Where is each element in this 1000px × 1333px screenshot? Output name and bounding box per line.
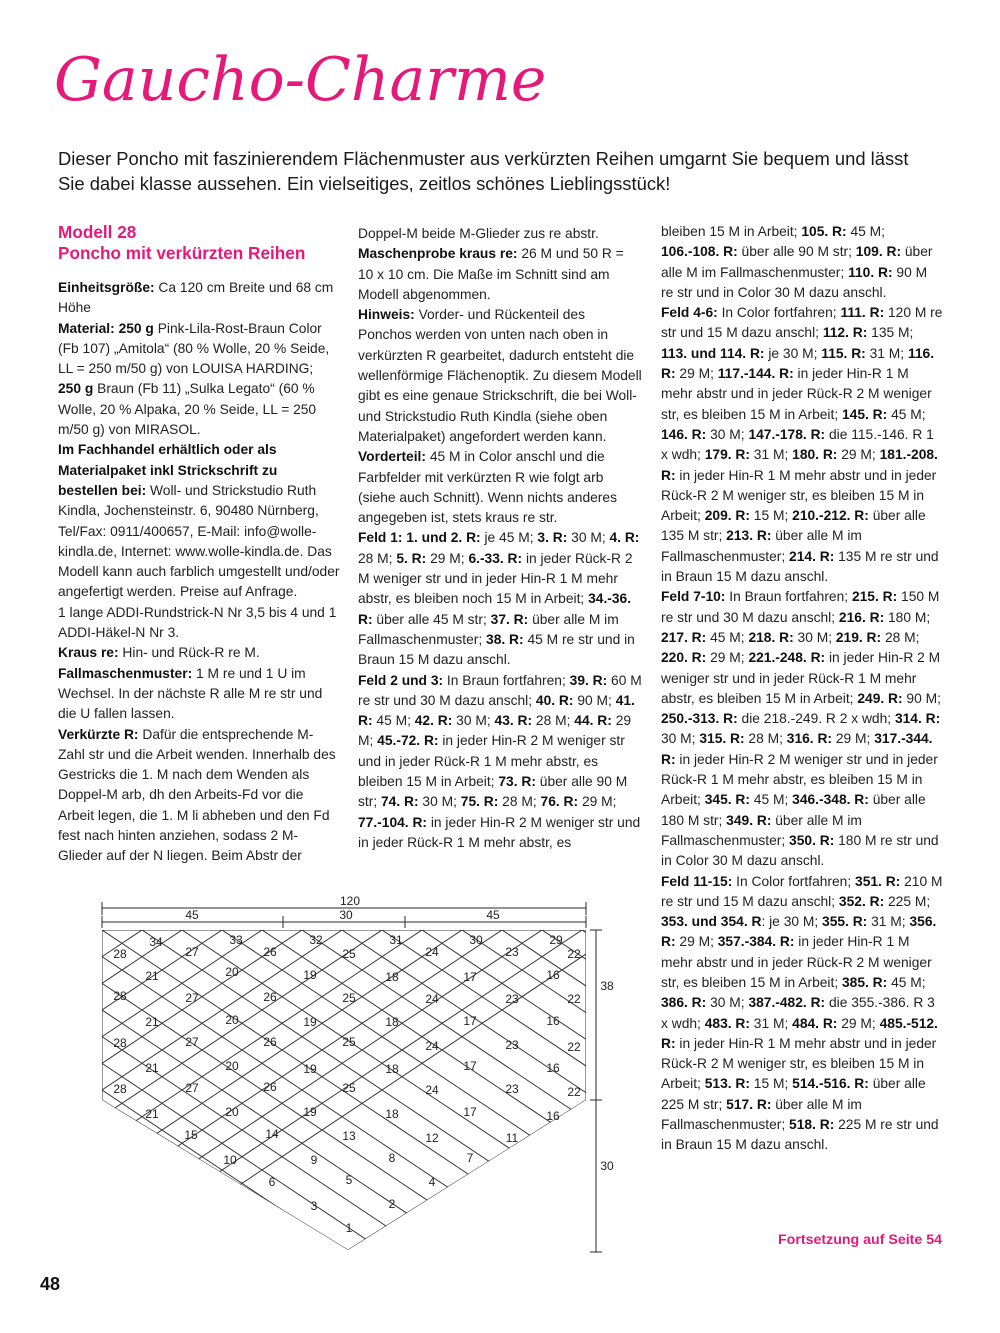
bold-run: 221.-248. R: [748, 650, 826, 666]
text-run: über alle 225 M str; [661, 1076, 926, 1112]
field-number: 25 [342, 1081, 356, 1095]
bold-run: 517. R: [726, 1096, 772, 1112]
schematic-line [80, 930, 102, 1250]
bold-run: 3. R: [537, 530, 568, 546]
col3-paragraph [661, 303, 943, 587]
text-run: 180 M re str und in Color 30 M dazu anschl. [661, 832, 939, 869]
col1-paragraph [58, 725, 340, 867]
field-number: 8 [388, 1151, 396, 1165]
text-run: 45 M; [706, 629, 749, 645]
bold-run: 38. R: [486, 631, 524, 647]
bold-run: Verkürzte R: [58, 726, 139, 742]
text-run: über alle 135 M str; [661, 508, 926, 544]
text-run: In Braun fortfahren; [725, 589, 852, 605]
col3-body [661, 222, 943, 1156]
text-run: 29 M; [358, 713, 632, 749]
text-run: 28 M; [744, 731, 787, 747]
field-number: 27 [185, 945, 199, 959]
bold-run: Feld 1: 1. und 2. R: [358, 530, 481, 546]
field-number: 24 [425, 1083, 439, 1097]
col1-paragraph [58, 643, 340, 663]
field-number: 26 [263, 990, 277, 1004]
text-run: 29 M; [578, 794, 617, 810]
bold-run: 105. R: [801, 224, 847, 239]
bold-run: 43. R: [494, 713, 533, 729]
field-number: 9 [310, 1153, 318, 1167]
bold-run: 356. R: [661, 914, 937, 950]
col2-paragraph [358, 244, 642, 305]
schematic-line [582, 930, 640, 1250]
field-number: 20 [225, 965, 239, 979]
schematic-line [80, 930, 182, 1250]
schematic-line [80, 930, 142, 1250]
field-number: 27 [185, 1035, 199, 1049]
field-number: 21 [145, 1015, 159, 1029]
field-number: 28 [113, 989, 127, 1003]
col1-paragraph [58, 440, 340, 602]
text-run: : je 30 M; [761, 914, 823, 930]
bold-run: Maschenprobe kraus re: [358, 246, 518, 262]
bold-run: 518. R: [789, 1117, 835, 1133]
bold-run: 220. R: [661, 650, 707, 666]
field-number: 23 [505, 1038, 519, 1052]
text-run: 31 M; [867, 914, 910, 930]
bold-run: 5. R: [396, 550, 427, 566]
dim-right: 45 [486, 908, 500, 922]
col2-paragraph [358, 305, 642, 447]
text-run: 28 M; [881, 629, 920, 645]
bold-run: 146. R: [661, 426, 707, 442]
bold-run: 219. R: [835, 629, 882, 645]
text-run: 135 M; [867, 325, 914, 341]
text-run: 28 M; [498, 794, 541, 810]
text-run: 30 M; [706, 995, 749, 1011]
field-number: 19 [303, 1105, 317, 1119]
text-run: 30 M; [706, 426, 749, 442]
field-number: 16 [546, 1061, 560, 1075]
col2-paragraph [358, 447, 642, 528]
bold-run: 4. R: [609, 530, 640, 546]
bold-run: 112. R: [822, 325, 868, 341]
field-number: 21 [145, 969, 159, 983]
schematic-line [80, 930, 422, 1250]
text-run: 15 M; [749, 1076, 793, 1092]
field-number: 2 [388, 1197, 396, 1211]
text-run: in jeder Hin-R 2 M weniger str und in jeder Rück-R 1 M mehr abstr, es bleiben 15 M in Arbeit; [358, 733, 625, 790]
field-number: 14 [265, 1127, 279, 1141]
field-number: 22 [567, 947, 581, 961]
dim-total: 120 [339, 894, 361, 908]
field-number: 34 [149, 935, 163, 949]
field-number: 20 [225, 1013, 239, 1027]
field-number: 16 [546, 1014, 560, 1028]
bold-run: 317.-344. R: [661, 731, 933, 767]
text-run: 31 M; [749, 447, 793, 463]
field-number: 29 [549, 933, 563, 947]
intro-text: Dieser Poncho mit faszinierendem Flächenmuster aus verkürzten Reihen umgarnt Sie bequem und lässt Sie dabei klasse aussehen. Ein vielseitiges, zeitlos schönes Lieblingsstück! [58, 148, 909, 194]
continuation-note: Fortsetzung auf Seite 54 [778, 1232, 942, 1248]
text-run: bleiben 15 M in Arbeit; [661, 224, 802, 239]
text-run: in jeder Hin-R 1 M mehr abstr und in jeder Rück-R 2 M weniger str, es bleiben 15 M in Arbeit; [661, 934, 932, 990]
text-run: 120 M re str und 15 M dazu anschl; [661, 305, 943, 341]
dim-upper: 38 [600, 979, 614, 993]
field-number: 23 [505, 945, 519, 959]
field-number: 28 [113, 1082, 127, 1096]
poncho-schematic [80, 888, 640, 1258]
bold-run: 386. R: [661, 995, 707, 1011]
text-run: über alle 90 M str; [737, 244, 856, 260]
bold-run: 513. R: [704, 1076, 750, 1092]
text-run: 90 M; [573, 692, 616, 708]
bold-run: Feld 2 und 3: [358, 672, 444, 688]
text-run: In Color fortfahren; [732, 873, 856, 889]
field-number: 18 [385, 1015, 399, 1029]
text-run: je 30 M; [764, 345, 822, 361]
field-number: 10 [223, 1153, 237, 1167]
text-run: in jeder Hin-R 1 M mehr abstr und in jeder Rück-R 2 M weniger str, es bleiben 15 M in Arbeit; [661, 1035, 937, 1092]
col1-body [58, 278, 340, 867]
dim-left: 45 [185, 908, 199, 922]
bold-run: 179. R: [704, 447, 750, 463]
col2-body [358, 224, 642, 853]
page-number: 48 [40, 1274, 61, 1294]
text-run: 225 M; [884, 893, 931, 909]
text-run: je 45 M; [480, 530, 538, 546]
bold-run: 485.-512. R: [661, 1015, 938, 1051]
bold-run: 484. R: [792, 1015, 838, 1031]
text-run: Dafür die entsprechende M-Zahl str und die Arbeit wenden. Innerhalb des Gestricks die 1. M nach dem Wenden als Doppel-M arb, dh den Arbeits-Fd vor die Arbeit legen, die 1. M li abheben und den Fd fest nach hinten anziehen, sodass 2 M-Glieder auf der N liegen. Beim Abstr der [58, 726, 336, 864]
bold-run: 106.-108. R: [661, 244, 738, 260]
bold-run: 216. R: [838, 609, 885, 625]
field-number: 25 [342, 1035, 356, 1049]
text-run: über alle M im Fallmaschenmuster; [661, 812, 862, 848]
bold-run: 209. R: [704, 508, 750, 524]
bold-run: 350. R: [789, 832, 835, 848]
bold-run: 217. R: [661, 629, 707, 645]
bold-run: 34.-36. R: [358, 591, 632, 627]
dim-mid: 30 [339, 908, 353, 922]
bold-run: 75. R: [460, 794, 499, 810]
text-run: über alle M im Fallmaschenmuster; [661, 1096, 862, 1133]
field-number: 11 [505, 1131, 519, 1145]
col2-paragraph [358, 671, 642, 854]
field-number: 27 [185, 1081, 199, 1095]
text-run: 135 M re str und in Braun 15 M dazu anschl. [661, 548, 939, 585]
text-run: Doppel-M beide M-Glieder zus re abstr. [358, 226, 599, 241]
col1-paragraph [58, 664, 340, 725]
field-number: 28 [113, 947, 127, 961]
text-run: über alle 90 M str; [358, 774, 628, 810]
text-run: Pink-Lila-Rost-Braun Color (Fb 107) „Amitola“ (80 % Wolle, 20 % Seide, LL = 250 m/50 g) von LOUISA HARDING; [58, 320, 330, 377]
bold-run: 357.-384. R: [717, 934, 795, 950]
bold-run: Kraus re: [58, 645, 119, 661]
text-run: in jeder Hin-R 1 M mehr abstr und in jeder Rück-R 2 M weniger str, es bleiben 15 M in Arbeit; [661, 366, 932, 422]
text-run: 45 M; [887, 406, 926, 422]
bold-run: 352. R: [838, 893, 885, 909]
bold-run: 42. R: [414, 713, 453, 729]
field-number: 33 [229, 933, 243, 947]
text-run: 28 M; [358, 550, 397, 566]
text-run: 225 M re str und in Braun 15 M dazu anschl. [661, 1117, 939, 1153]
bold-run: Vorderteil: [358, 449, 426, 465]
bold-run: 110. R: [848, 264, 893, 280]
bold-run: 346.-348. R: [792, 792, 869, 808]
field-number: 3 [310, 1199, 318, 1213]
dim-lower: 30 [600, 1159, 614, 1173]
text-run: 28 M; [532, 713, 575, 729]
field-number: 22 [567, 992, 581, 1006]
schematic-line [80, 930, 422, 1250]
field-number: 5 [345, 1173, 353, 1187]
field-number: 13 [342, 1129, 356, 1143]
model-heading [58, 222, 340, 264]
text-column-1 [58, 222, 340, 867]
bold-run: 44. R: [574, 713, 612, 729]
text-run: 29 M; [426, 550, 469, 566]
bold-run: 349. R: [726, 812, 772, 828]
schematic-line [80, 930, 502, 1250]
text-run: 90 M; [902, 690, 941, 706]
model-number: Modell 28 [58, 222, 137, 242]
text-run: 45 M; [846, 224, 885, 239]
field-number: 32 [309, 933, 323, 947]
bold-run: Material: 250 g [58, 320, 154, 336]
bold-run: 73. R: [498, 774, 536, 790]
bold-run: 45.-72. R: [377, 733, 439, 749]
text-run: Braun (Fb 11) „Sulka Legato“ (60 % Wolle, 20 % Alpaka, 20 % Seide, LL = 250 m/50 g) von MIRASOL. [58, 381, 317, 438]
col2-paragraph [358, 224, 642, 244]
model-name: Poncho mit verkürzten Reihen [58, 243, 306, 263]
text-run: Woll- und Strickstudio Ruth Kindla, Jochensteinstr. 6, 90480 Nürnberg, Tel/Fax: 0911/400657, E-Mail: info@wolle-kindla.de, Internet: www.wolle-kindla.de. Das Modell kann auch farblich umgestellt und/oder angefertigt werden. Preise auf Anfrage. [58, 482, 340, 600]
field-number: 26 [263, 1035, 277, 1049]
bold-run: 39. R: [569, 672, 608, 688]
bold-run: 483. R: [704, 1015, 750, 1031]
bold-run: 74. R: [381, 794, 419, 810]
col3-paragraph [661, 872, 943, 1156]
bold-run: 353. und 354. R [661, 914, 762, 930]
text-run: Vorder- und Rückenteil des Ponchos werden von unten nach oben in verkürzten R gearbeitet, dadurch entsteht die wellenförmige Flächenoptik. Zu diesem Modell gibt es eine genaue Strickschrift, die bei Woll- und Strickstudio Ruth Kindla (siehe oben Materialpaket) angefordert werden kann. [358, 307, 642, 444]
text-run: 1 lange ADDI-Rundstrick-N Nr 3,5 bis 4 und 1 ADDI-Häkel-N Nr 3. [58, 604, 337, 641]
text-run: über alle 180 M str; [661, 792, 926, 828]
bold-run: 351. R: [855, 873, 901, 889]
text-run: Ca 120 cm Breite und 68 cm Höhe [58, 280, 334, 316]
text-run: über alle 45 M str; [372, 611, 491, 627]
text-run: 29 M; [675, 934, 718, 950]
bold-run: 218. R: [748, 629, 794, 645]
text-run: 30 M; [452, 713, 495, 729]
col1-paragraph [58, 278, 340, 319]
text-column-2 [358, 224, 642, 853]
text-run: 30 M; [567, 530, 610, 546]
text-run: 31 M; [749, 1015, 793, 1031]
field-number: 31 [389, 933, 403, 947]
field-number: 4 [428, 1175, 436, 1189]
field-number: 17 [463, 1014, 477, 1028]
text-run: 29 M; [837, 1015, 880, 1031]
text-run: in jeder Hin-R 2 M weniger str und in jeder Rück-R 1 M mehr abstr, es [358, 814, 641, 850]
bold-run: 250 g [58, 381, 94, 397]
bold-run: 345. R: [704, 792, 750, 808]
field-number: 16 [546, 1109, 560, 1123]
field-number: 12 [425, 1131, 439, 1145]
col3-paragraph [661, 587, 943, 871]
bold-run: 213. R: [726, 528, 772, 544]
field-number: 25 [342, 947, 356, 961]
bold-run: 147.-178. R: [748, 426, 826, 442]
text-column-3 [661, 222, 943, 1156]
text-run: 29 M; [837, 447, 880, 463]
bold-run: 214. R: [789, 548, 835, 564]
bold-run: 40. R: [535, 692, 574, 708]
text-run: 30 M; [793, 629, 836, 645]
bold-run: 6.-33. R: [468, 550, 523, 566]
field-number: 21 [145, 1061, 159, 1075]
text-run: 210 M re str und 15 M dazu anschl; [661, 873, 943, 909]
field-number: 17 [463, 1059, 477, 1073]
text-run: 29 M; [832, 731, 875, 747]
field-number: 27 [185, 991, 199, 1005]
bold-run: 116. R: [661, 345, 935, 382]
text-run: 180 M; [884, 609, 931, 625]
bold-run: 113. und 114. R: [661, 345, 765, 361]
field-number: 26 [263, 945, 277, 959]
bold-run: 117.-144. R: [717, 366, 794, 382]
col3-paragraph [661, 222, 943, 303]
text-run: In Braun fortfahren; [443, 672, 570, 688]
text-run: die 355.-386. R 3 x wdh; [661, 995, 935, 1031]
field-number: 30 [469, 933, 483, 947]
text-run: in jeder Hin-R 2 M weniger str und in jeder Rück-R 1 M mehr abstr, es bleiben 15 M in Arbeit; [661, 650, 941, 706]
bold-run: 385. R: [842, 974, 888, 990]
field-number: 20 [225, 1105, 239, 1119]
text-run: 60 M re str und 30 M dazu anschl; [358, 672, 642, 708]
field-number: 17 [463, 1105, 477, 1119]
field-number: 15 [184, 1128, 198, 1142]
bold-run: 210.-212. R: [792, 508, 869, 524]
bold-run: Feld 11-15: [661, 873, 733, 889]
bold-run: 355. R: [822, 914, 868, 930]
bold-run: 115. R: [821, 345, 866, 361]
text-run: in jeder Hin-R 1 M mehr abstr und in jeder Rück-R 2 M weniger str, es bleiben 15 M in Arbeit; [661, 467, 937, 524]
schematic-line [80, 930, 502, 1250]
field-number: 21 [145, 1107, 159, 1121]
text-run: 29 M; [675, 366, 718, 382]
field-number: 26 [263, 1080, 277, 1094]
bold-run: 77.-104. R: [358, 814, 428, 830]
text-run: 45 M in Color anschl und die Farbfelder mit verkürzten R wie folgt arb (siehe auch Schnitt). Wenn nichts anderes angegeben ist, stets kraus re str. [358, 449, 617, 526]
field-number: 24 [425, 1039, 439, 1053]
text-run: 26 M und 50 R = 10 x 10 cm. Die Maße im Schnitt sind am Modell abgenommen. [358, 246, 624, 302]
field-number: 19 [303, 968, 317, 982]
bold-run: 514.-516. R: [792, 1076, 869, 1092]
field-number: 6 [268, 1175, 276, 1189]
bold-run: 41. R: [358, 692, 635, 729]
bold-run: 180. R: [792, 447, 838, 463]
text-run: in jeder Hin-R 2 M weniger str und in jeder Rück-R 1 M mehr abstr, es bleiben 15 M in Arbeit; [661, 751, 938, 808]
text-run: 29 M; [706, 650, 749, 666]
field-number: 24 [425, 992, 439, 1006]
bold-run: Fallmaschenmuster: [58, 665, 193, 681]
text-run: über alle M im Fallmaschenmuster; [661, 244, 933, 280]
page-title: Gaucho-Charme [54, 45, 547, 115]
text-run: 150 M re str und 30 M dazu anschl; [661, 589, 940, 625]
bold-run: 250.-313. R: [661, 711, 738, 727]
text-run: 30 M; [418, 794, 461, 810]
bold-run: 387.-482. R: [748, 995, 826, 1011]
bold-run: Hinweis: [358, 307, 415, 323]
col2-paragraph [358, 528, 642, 670]
bold-run: 249. R: [857, 690, 903, 706]
bold-run: 316. R: [786, 731, 833, 747]
field-number: 25 [342, 991, 356, 1005]
field-number: 1 [345, 1221, 353, 1235]
bold-run: 315. R: [699, 731, 745, 747]
bold-run: 37. R: [490, 611, 529, 627]
bold-run: 109. R: [855, 244, 902, 260]
field-number: 16 [546, 968, 560, 982]
bold-run: 215. R: [851, 589, 898, 605]
field-number: 28 [113, 1036, 127, 1050]
field-number: 23 [505, 992, 519, 1006]
text-run: Hin- und Rück-R re M. [118, 645, 260, 661]
field-number: 18 [385, 1062, 399, 1076]
text-run: in jeder Rück-R 2 M weniger str und in jeder Hin-R 1 M mehr abstr, es bleiben noch 15 M in Arbeit; [358, 550, 633, 607]
bold-run: Feld 4-6: [661, 305, 718, 321]
bold-run: 314. R: [894, 711, 941, 727]
field-number: 7 [466, 1151, 474, 1165]
bold-run: Im Fachhandel erhältlich oder als Materialpaket inkl Strickschrift zu bestellen bei: [58, 442, 278, 498]
text-run: 90 M re str und in Color 30 M dazu anschl. [661, 264, 928, 300]
field-number: 20 [225, 1059, 239, 1073]
bold-run: 145. R: [842, 406, 888, 422]
bold-run: 181.-208. R: [661, 447, 938, 483]
text-run: In Color fortfahren; [717, 305, 841, 321]
text-run: 31 M; [865, 345, 908, 361]
text-run: 45 M; [372, 713, 415, 729]
bold-run: Feld 7-10: [661, 589, 726, 605]
text-run: über alle M im Fallmaschenmuster; [358, 611, 619, 647]
text-run: 30 M; [661, 731, 700, 747]
field-number: 23 [505, 1082, 519, 1096]
field-number: 22 [567, 1040, 581, 1054]
field-number: 17 [463, 970, 477, 984]
field-number: 24 [425, 945, 439, 959]
col1-paragraph [58, 319, 340, 441]
field-number: 22 [567, 1085, 581, 1099]
col1-paragraph [58, 603, 340, 644]
field-number: 19 [303, 1062, 317, 1076]
text-run: 45 M re str und in Braun 15 M dazu anschl. [358, 631, 635, 668]
field-number: 18 [385, 970, 399, 984]
bold-run: 76. R: [540, 794, 579, 810]
text-run: die 218.-249. R 2 x wdh; [737, 711, 895, 727]
text-run: 15 M; [749, 508, 793, 524]
bold-run: Einheitsgröße: [58, 280, 155, 295]
text-run: 45 M; [749, 792, 793, 808]
schematic-line [262, 930, 640, 1250]
field-number: 18 [385, 1107, 399, 1121]
text-run: 1 M re und 1 U im Wechsel. In der nächste R alle M re str und die U fallen lassen. [58, 665, 323, 722]
field-number: 19 [303, 1015, 317, 1029]
text-run: über alle M im Fallmaschenmuster; [661, 528, 862, 564]
text-run: 45 M; [887, 974, 926, 990]
bold-run: 111. R: [840, 305, 885, 321]
text-run: die 115.-146. R 1 x wdh; [661, 426, 934, 463]
